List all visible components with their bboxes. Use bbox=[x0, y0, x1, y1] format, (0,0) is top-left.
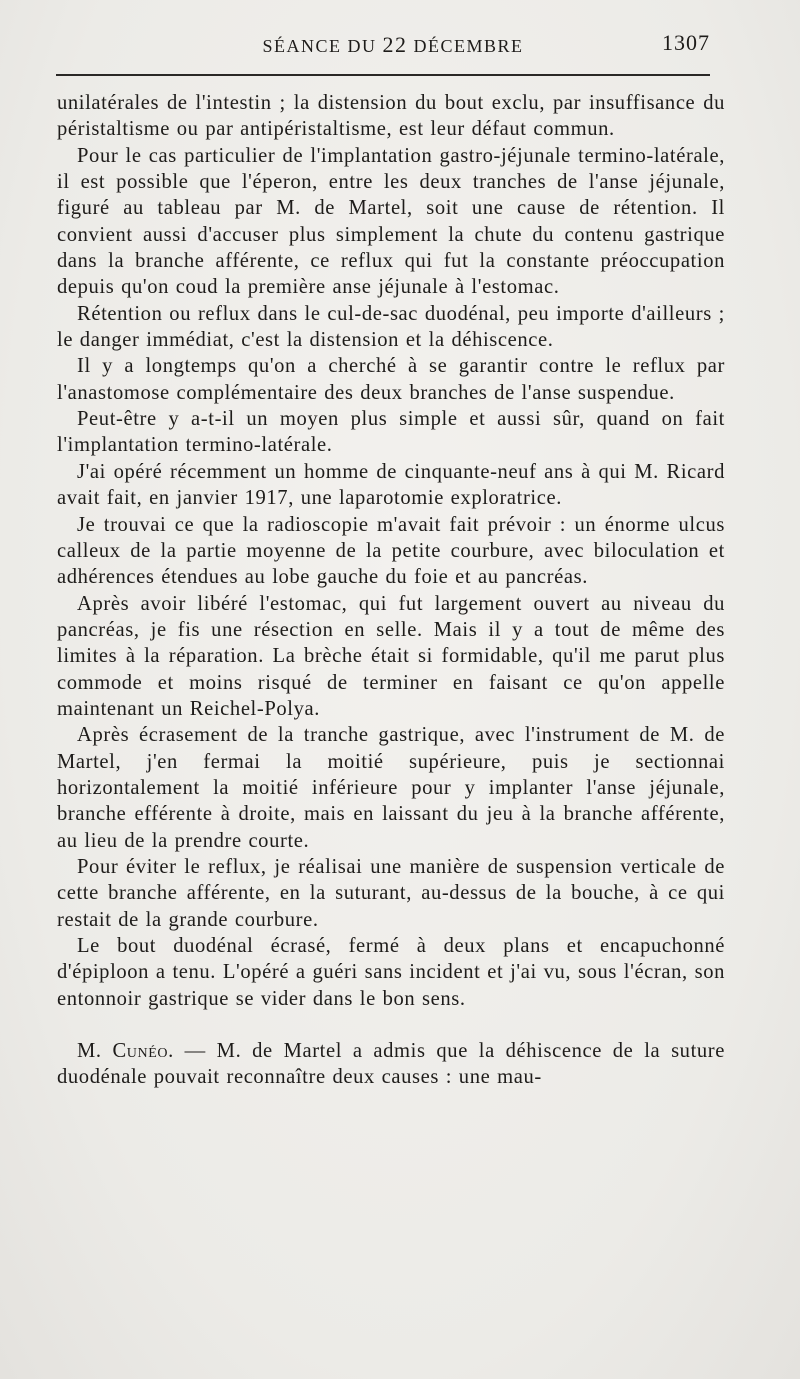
paragraph: Après écrasement de la tranche gastrique, avec l'instrument de M. de Martel, j'en fermai la moitié supérieure, puis je sectionnai horizontalement la moitié inférieure pour y implanter l'anse jéjunale, branche efférente à droite, mais en laissant du jeu à la branche afférente, au lieu de la prendre courte. bbox=[57, 724, 725, 852]
paragraph: unilatérales de l'intestin ; la distension du bout exclu, par insuffisance du péristaltisme ou par antipéristaltisme, est leur défaut commun. bbox=[57, 92, 725, 141]
speaker-name: M. Cunéo. bbox=[77, 1040, 174, 1063]
header-title-suffix: DÉCEMBRE bbox=[407, 36, 524, 56]
header-title-prefix: SÉANCE DU bbox=[262, 36, 383, 56]
paragraph: Pour le cas particulier de l'implantation gastro-jéjunale termino-latérale, il est possible que l'éperon, entre les deux tranches de l'anse jéjunale, figuré au tableau par M. de Martel, soit une cause de rétention. Il convient aussi d'accuser plus simplement la chute du contenu gastrique dans la branche afférente, ce reflux qui fut la constante préoccupation depuis qu'on coud la première anse jéjunale à l'estomac. bbox=[57, 144, 725, 299]
paragraph: Peut-être y a-t-il un moyen plus simple et aussi sûr, quand on fait l'implantation termino-latérale. bbox=[57, 408, 725, 457]
header-rule bbox=[56, 74, 710, 76]
paragraph: Après avoir libéré l'estomac, qui fut largement ouvert au niveau du pancréas, je fis une résection en selle. Mais il y a tout de même des limites à la réparation. La brèche était si formidable, qu'il me parut plus commode et moins risqué de terminer en faisant ce qu'on appelle maintenant un Reichel-Polya. bbox=[57, 592, 725, 720]
final-paragraph bbox=[57, 1038, 725, 1091]
paragraph: Il y a longtemps qu'on a cherché à se garantir contre le reflux par l'anastomose complémentaire des deux branches de l'anse suspendue. bbox=[57, 355, 725, 404]
header-title-day: 22 bbox=[382, 32, 408, 57]
paragraph: Pour éviter le reflux, je réalisai une manière de suspension verticale de cette branche afférente, en la suturant, au-dessus de la bouche, à ce qui restait de la grande courbure. bbox=[57, 855, 725, 931]
paragraph: Je trouvai ce que la radioscopie m'avait fait prévoir : un énorme ulcus calleux de la partie moyenne de la petite courbure, avec biloculation et adhérences étendues au lobe gauche du foie et au pancréas. bbox=[57, 513, 725, 589]
final-paragraph-text: — M. de Martel a admis que la déhiscence de la suture duodénale pouvait reconnaître deux causes : une mau- bbox=[57, 1040, 726, 1089]
header-title bbox=[56, 32, 710, 58]
body-text bbox=[57, 90, 725, 1091]
running-header bbox=[56, 30, 710, 62]
paragraph: J'ai opéré récemment un homme de cinquante-neuf ans à qui M. Ricard avait fait, en janvier 1917, une laparotomie exploratrice. bbox=[57, 460, 725, 510]
page-number: 1307 bbox=[662, 30, 710, 55]
paragraph: Le bout duodénal écrasé, fermé à deux plans et encapuchonné d'épiploon a tenu. L'opéré a guéri sans incident et j'ai vu, sous l'écran, son entonnoir gastrique se vider dans le bon sens. bbox=[57, 935, 725, 1010]
paragraph: Rétention ou reflux dans le cul-de-sac duodénal, peu importe d'ailleurs ; le danger immédiat, c'est la distension et la déhiscence. bbox=[57, 302, 725, 352]
